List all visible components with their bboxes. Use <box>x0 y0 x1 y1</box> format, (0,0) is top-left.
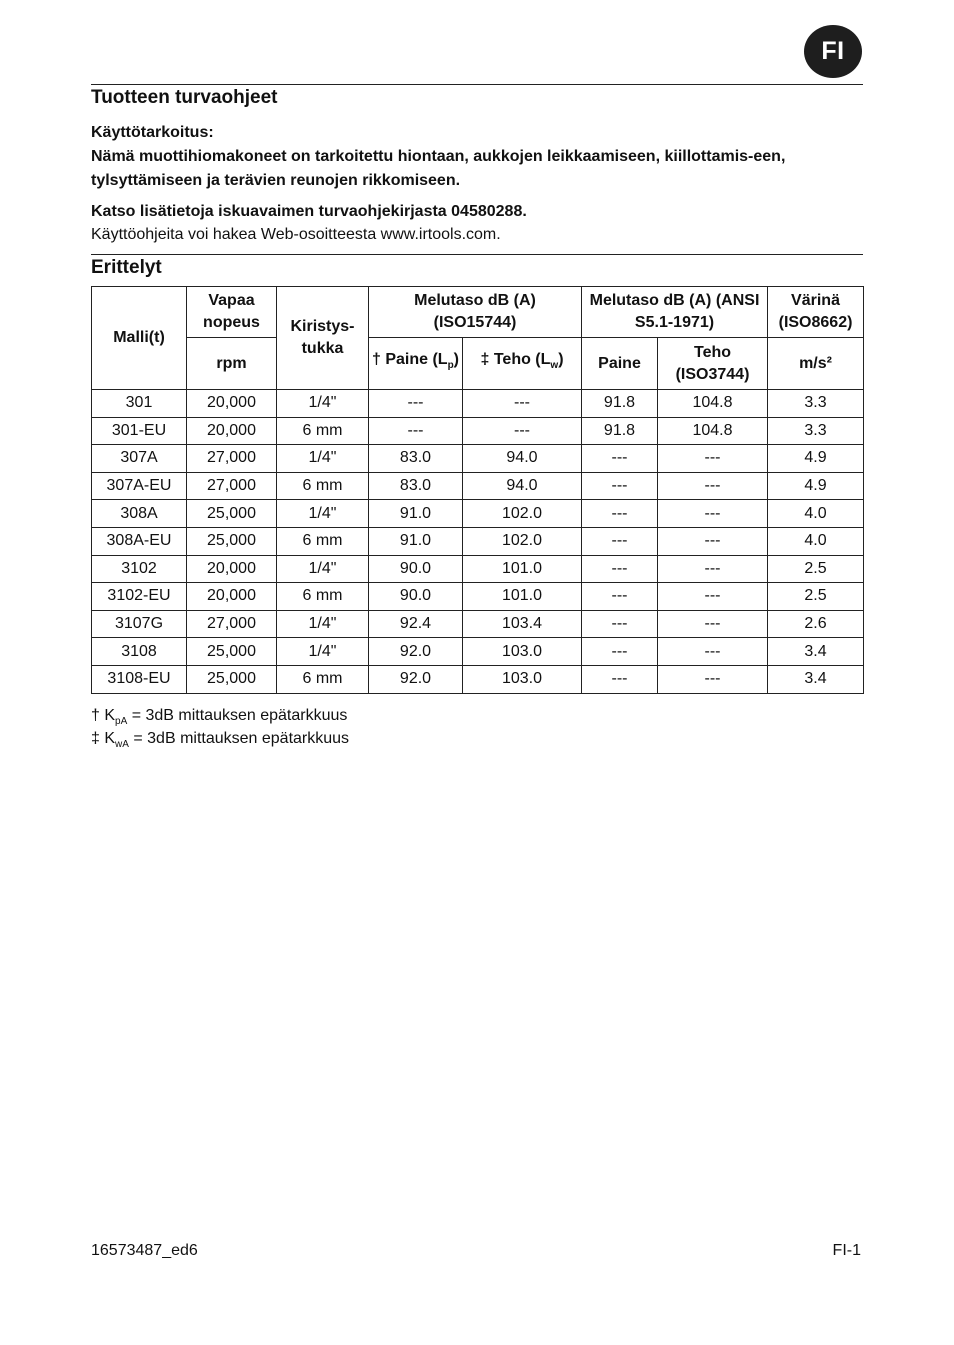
table-cell: 6 mm <box>277 583 369 611</box>
table-cell: --- <box>658 500 768 528</box>
table-cell: --- <box>463 390 582 418</box>
table-row <box>92 445 864 473</box>
table-cell: --- <box>582 610 658 638</box>
table-cell: 20,000 <box>187 390 277 418</box>
table-cell: 1/4" <box>277 500 369 528</box>
table-cell: 4.9 <box>768 445 864 473</box>
table-row <box>92 472 864 500</box>
purpose-label: Käyttötarkoitus: <box>91 124 214 141</box>
table-cell: --- <box>463 417 582 445</box>
table-cell: 3108-EU <box>92 665 187 693</box>
table-row <box>92 527 864 555</box>
table-cell: 92.0 <box>369 638 463 666</box>
specs-section-title: Erittelyt <box>91 257 162 278</box>
table-cell: 20,000 <box>187 555 277 583</box>
table-cell: --- <box>658 445 768 473</box>
table-cell: --- <box>369 390 463 418</box>
table-cell: 83.0 <box>369 445 463 473</box>
table-cell: 20,000 <box>187 583 277 611</box>
table-cell: 3.4 <box>768 665 864 693</box>
table-cell: --- <box>658 665 768 693</box>
table-cell: --- <box>582 665 658 693</box>
table-cell: --- <box>658 527 768 555</box>
table-cell: 308A-EU <box>92 527 187 555</box>
table-cell: --- <box>582 472 658 500</box>
table-cell: 25,000 <box>187 665 277 693</box>
table-cell: 301 <box>92 390 187 418</box>
table-cell: 94.0 <box>463 445 582 473</box>
table-cell: 307A <box>92 445 187 473</box>
table-cell: 104.8 <box>658 390 768 418</box>
top-rule <box>91 84 863 85</box>
table-cell: 4.9 <box>768 472 864 500</box>
table-cell: --- <box>369 417 463 445</box>
doc-code: 16573487_ed6 <box>91 1242 198 1259</box>
table-cell: --- <box>582 445 658 473</box>
table-cell: --- <box>658 472 768 500</box>
footnote-kwa: ‡ $K_{wA} = 3dB$ mittauksen epätarkkuus <box>91 730 350 751</box>
header-iso-pressure: † Paine $(L_p)$ <box>369 338 463 390</box>
table-row <box>92 500 864 528</box>
table-cell: 3.3 <box>768 390 864 418</box>
header-rpm: rpm <box>187 338 277 390</box>
table-cell: 91.8 <box>582 390 658 418</box>
table-cell: 2.5 <box>768 583 864 611</box>
table-cell: 101.0 <box>463 555 582 583</box>
table-cell: --- <box>658 610 768 638</box>
table-cell: 3.3 <box>768 417 864 445</box>
section-rule <box>91 254 863 255</box>
table-cell: 1/4" <box>277 390 369 418</box>
header-vibration-unit: m/s² <box>768 338 864 390</box>
table-cell: 90.0 <box>369 555 463 583</box>
table-row <box>92 417 864 445</box>
header-noise-iso: Melutaso dB (A) (ISO15744) <box>369 287 582 338</box>
table-cell: 4.0 <box>768 527 864 555</box>
web-note: Käyttöohjeita voi hakea Web-osoitteesta www.irtools.com. <box>91 226 501 243</box>
table-cell: 3108 <box>92 638 187 666</box>
header-ansi-power: Teho (ISO3744) <box>658 338 768 390</box>
table-cell: --- <box>658 583 768 611</box>
table-cell: --- <box>582 583 658 611</box>
table-cell: 27,000 <box>187 610 277 638</box>
header-vibration: Värinä (ISO8662) <box>768 287 864 338</box>
table-cell: 6 mm <box>277 417 369 445</box>
table-cell: --- <box>582 555 658 583</box>
spec-table <box>91 286 864 694</box>
table-cell: 101.0 <box>463 583 582 611</box>
table-cell: 1/4" <box>277 555 369 583</box>
purpose-text: Nämä muottihiomakoneet on tarkoitettu hiontaan, aukkojen leikkaamiseen, kiillottamis-een, tylsyttämiseen ja terävien reunojen rikkomiseen. <box>91 148 786 189</box>
table-cell: --- <box>582 500 658 528</box>
table-cell: 1/4" <box>277 445 369 473</box>
table-cell: 103.0 <box>463 638 582 666</box>
table-row <box>92 638 864 666</box>
table-cell: 91.0 <box>369 527 463 555</box>
spec-table-body <box>92 390 864 694</box>
table-cell: 2.5 <box>768 555 864 583</box>
table-cell: 307A-EU <box>92 472 187 500</box>
table-row <box>92 583 864 611</box>
table-cell: 308A <box>92 500 187 528</box>
table-cell: 3102 <box>92 555 187 583</box>
table-row <box>92 555 864 583</box>
table-cell: 25,000 <box>187 527 277 555</box>
footnote-kpa: † $K_{pA} = 3dB$ mittauksen epätarkkuus <box>91 707 348 728</box>
table-cell: 102.0 <box>463 527 582 555</box>
table-cell: 92.0 <box>369 665 463 693</box>
page-number: FI-1 <box>832 1242 861 1259</box>
table-cell: 83.0 <box>369 472 463 500</box>
table-row <box>92 665 864 693</box>
table-cell: 27,000 <box>187 472 277 500</box>
table-cell: 3102-EU <box>92 583 187 611</box>
header-collet: Kiristys-tukka <box>277 287 369 390</box>
table-cell: 103.4 <box>463 610 582 638</box>
table-cell: --- <box>658 555 768 583</box>
table-cell: --- <box>582 638 658 666</box>
table-cell: 91.8 <box>582 417 658 445</box>
table-cell: 104.8 <box>658 417 768 445</box>
table-cell: 1/4" <box>277 610 369 638</box>
table-cell: 6 mm <box>277 527 369 555</box>
table-cell: 92.4 <box>369 610 463 638</box>
header-noise-ansi: Melutaso dB (A) (ANSI S5.1-1971) <box>582 287 768 338</box>
safety-section-title: Tuotteen turvaohjeet <box>91 87 278 108</box>
header-iso-power: ‡ Teho $(L_w)$ <box>463 338 582 390</box>
table-cell: 25,000 <box>187 500 277 528</box>
header-free-speed: Vapaa nopeus <box>187 287 277 338</box>
table-cell: 1/4" <box>277 638 369 666</box>
table-cell: 6 mm <box>277 472 369 500</box>
table-cell: 6 mm <box>277 665 369 693</box>
table-cell: 94.0 <box>463 472 582 500</box>
table-cell: 2.6 <box>768 610 864 638</box>
language-badge: FI <box>804 25 862 78</box>
header-model: Malli(t) <box>92 287 187 390</box>
table-cell: 102.0 <box>463 500 582 528</box>
header-ansi-pressure: Paine <box>582 338 658 390</box>
table-cell: --- <box>658 638 768 666</box>
table-cell: 103.0 <box>463 665 582 693</box>
table-cell: --- <box>582 527 658 555</box>
table-cell: 25,000 <box>187 638 277 666</box>
table-cell: 20,000 <box>187 417 277 445</box>
table-cell: 4.0 <box>768 500 864 528</box>
manual-reference: Katso lisätietoja iskuavaimen turvaohjekirjasta 04580288. <box>91 203 527 220</box>
table-cell: 27,000 <box>187 445 277 473</box>
table-cell: 301-EU <box>92 417 187 445</box>
table-row <box>92 610 864 638</box>
table-cell: 3.4 <box>768 638 864 666</box>
table-cell: 90.0 <box>369 583 463 611</box>
table-cell: 91.0 <box>369 500 463 528</box>
table-cell: 3107G <box>92 610 187 638</box>
table-row <box>92 390 864 418</box>
